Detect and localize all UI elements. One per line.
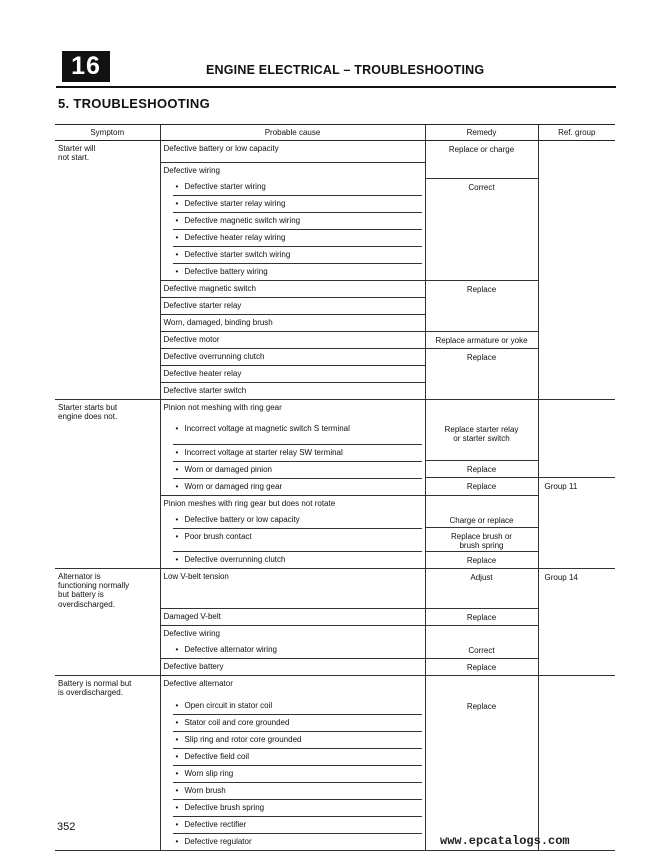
remedy-cell xyxy=(425,263,538,281)
symptom-cell xyxy=(55,263,160,281)
symptom-cell xyxy=(55,698,160,714)
remedy-cell: Replace brush or brush spring xyxy=(425,528,538,551)
cause-cell xyxy=(160,626,425,643)
cause-text: Defective battery or low capacity xyxy=(184,514,300,524)
bullet-icon: • xyxy=(175,481,179,491)
remedy-cell: Replace xyxy=(425,609,538,626)
ref-group-cell xyxy=(538,698,615,714)
cause-text: Incorrect voltage at magnetic switch S terminal xyxy=(184,424,350,434)
table-row xyxy=(55,212,615,229)
table-row xyxy=(55,348,615,365)
symptom-cell xyxy=(55,348,160,365)
symptom-cell xyxy=(55,246,160,263)
remedy-cell: Replace starter relay or starter switch xyxy=(425,421,538,443)
ref-group-cell xyxy=(538,731,615,748)
cause-cell xyxy=(160,816,425,833)
ref-group-cell xyxy=(538,528,615,551)
table-row xyxy=(55,195,615,212)
bullet-icon: • xyxy=(175,717,179,727)
bullet-icon: • xyxy=(175,734,179,744)
ref-group-cell xyxy=(538,195,615,212)
cause-cell xyxy=(160,731,425,748)
table-row xyxy=(55,748,615,765)
table-header-row xyxy=(55,125,615,141)
symptom-cell: Alternator is functioning normally but battery is overdischarged. xyxy=(55,569,160,609)
remedy-cell xyxy=(425,365,538,382)
remedy-cell xyxy=(425,731,538,748)
table-row xyxy=(55,676,615,698)
cause-text: Low V-belt tension xyxy=(163,572,229,581)
cause-text: Poor brush contact xyxy=(184,531,252,541)
ref-group-cell xyxy=(538,229,615,246)
table-row xyxy=(55,714,615,731)
cause-text: Defective heater relay xyxy=(163,368,242,378)
ref-group-cell xyxy=(538,799,615,816)
bullet-icon: • xyxy=(175,751,179,761)
bullet-icon: • xyxy=(175,181,179,191)
ref-group-cell xyxy=(538,816,615,833)
cause-text: Worn or damaged pinion xyxy=(184,464,272,474)
page-number: 352 xyxy=(57,821,76,833)
symptom-cell xyxy=(55,731,160,748)
bullet-icon: • xyxy=(175,819,179,829)
remedy-cell: Correct xyxy=(425,179,538,195)
symptom-cell xyxy=(55,765,160,782)
bullet-icon: • xyxy=(175,645,179,655)
table-row xyxy=(55,512,615,528)
section-title: 5. TROUBLESHOOTING xyxy=(58,96,211,111)
cause-cell xyxy=(160,528,425,551)
cause-cell xyxy=(160,765,425,782)
cause-cell xyxy=(160,799,425,816)
ref-group-cell xyxy=(538,141,615,163)
column-header-ref-group: Ref. group xyxy=(538,125,615,141)
ref-group-cell xyxy=(538,676,615,698)
ref-group-cell xyxy=(538,280,615,297)
table-row xyxy=(55,642,615,659)
table-row xyxy=(55,569,615,609)
bullet-icon: • xyxy=(175,555,179,564)
symptom-cell xyxy=(55,297,160,314)
remedy-cell: Replace xyxy=(425,478,538,496)
cause-text: Defective starter relay wiring xyxy=(184,198,286,208)
cause-cell xyxy=(160,833,425,851)
symptom-cell xyxy=(55,365,160,382)
ref-group-cell xyxy=(538,179,615,195)
symptom-cell xyxy=(55,642,160,659)
symptom-cell: Starter starts but engine does not. xyxy=(55,399,160,421)
table-row xyxy=(55,229,615,246)
bullet-icon: • xyxy=(175,802,179,812)
bullet-icon: • xyxy=(175,198,179,208)
cause-text: Defective magnetic switch xyxy=(163,283,256,293)
cause-text: Defective starter switch xyxy=(163,385,247,395)
cause-cell xyxy=(160,478,425,496)
cause-cell xyxy=(160,263,425,281)
cause-cell xyxy=(160,348,425,365)
remedy-cell: Replace armature or yoke xyxy=(425,331,538,348)
bullet-icon: • xyxy=(175,836,179,846)
bullet-icon: • xyxy=(175,447,179,457)
symptom-cell xyxy=(55,551,160,569)
remedy-cell xyxy=(425,229,538,246)
ref-group-cell xyxy=(538,314,615,331)
cause-cell xyxy=(160,331,425,348)
table-row xyxy=(55,782,615,799)
remedy-cell: Replace xyxy=(425,280,538,297)
cause-text: Defective rectifier xyxy=(184,819,247,829)
bullet-icon: • xyxy=(175,249,179,259)
remedy-cell xyxy=(425,195,538,212)
cause-text: Defective wiring xyxy=(163,629,220,639)
remedy-cell xyxy=(425,765,538,782)
remedy-cell xyxy=(425,495,538,512)
bullet-icon: • xyxy=(175,464,179,474)
ref-group-cell xyxy=(538,331,615,348)
symptom-cell xyxy=(55,212,160,229)
remedy-cell xyxy=(425,748,538,765)
table-row xyxy=(55,421,615,443)
cause-cell xyxy=(160,179,425,195)
table-row xyxy=(55,551,615,569)
ref-group-cell xyxy=(538,162,615,179)
remedy-cell xyxy=(425,297,538,314)
remedy-cell: Replace xyxy=(425,698,538,714)
remedy-cell xyxy=(425,782,538,799)
cause-text: Defective alternator wiring xyxy=(184,645,277,655)
remedy-cell xyxy=(425,246,538,263)
symptom-cell xyxy=(55,478,160,496)
cause-text: Worn, damaged, binding brush xyxy=(163,317,273,327)
bullet-icon: • xyxy=(175,768,179,778)
symptom-cell xyxy=(55,512,160,528)
cause-cell xyxy=(160,698,425,714)
symptom-cell: Starter will not start. xyxy=(55,141,160,163)
table-row xyxy=(55,698,615,714)
ref-group-cell: Group 11 xyxy=(538,478,615,496)
ref-group-cell xyxy=(538,714,615,731)
symptom-cell xyxy=(55,162,160,179)
table-row xyxy=(55,399,615,421)
remedy-cell xyxy=(425,399,538,421)
bullet-icon: • xyxy=(175,232,179,242)
ref-group-cell xyxy=(538,551,615,569)
cause-text: Defective heater relay wiring xyxy=(184,232,286,242)
ref-group-cell xyxy=(538,212,615,229)
cause-text: Defective overrunning clutch xyxy=(184,555,286,564)
ref-group-cell xyxy=(538,246,615,263)
cause-text: Stator coil and core grounded xyxy=(184,717,290,727)
table-row xyxy=(55,731,615,748)
remedy-cell: Replace xyxy=(425,461,538,478)
table-row xyxy=(55,365,615,382)
table-row xyxy=(55,141,615,163)
cause-text: Defective magnetic switch wiring xyxy=(184,215,301,225)
ref-group-cell xyxy=(538,659,615,676)
bullet-icon: • xyxy=(175,266,179,276)
cause-text: Defective overrunning clutch xyxy=(163,351,265,361)
cause-cell xyxy=(160,609,425,626)
symptom-cell xyxy=(55,833,160,851)
table-row xyxy=(55,331,615,348)
ref-group-cell xyxy=(538,297,615,314)
column-header-remedy: Remedy xyxy=(425,125,538,141)
cause-cell xyxy=(160,399,425,421)
table-row xyxy=(55,382,615,399)
cause-cell xyxy=(160,642,425,659)
table-row xyxy=(55,528,615,551)
symptom-cell xyxy=(55,280,160,297)
ref-group-cell xyxy=(538,348,615,365)
cause-text: Pinion meshes with ring gear but does not rotate xyxy=(163,498,336,508)
symptom-cell xyxy=(55,528,160,551)
cause-cell xyxy=(160,246,425,263)
cause-text: Worn brush xyxy=(184,785,226,795)
ref-group-cell xyxy=(538,782,615,799)
bullet-icon: • xyxy=(175,700,179,710)
ref-group-cell xyxy=(538,382,615,399)
cause-text: Pinion not meshing with ring gear xyxy=(163,402,282,412)
cause-text: Defective starter wiring xyxy=(184,181,266,191)
cause-text: Open circuit in stator coil xyxy=(184,700,273,710)
symptom-cell xyxy=(55,714,160,731)
remedy-cell xyxy=(425,162,538,179)
table-row xyxy=(55,765,615,782)
remedy-cell: Replace xyxy=(425,659,538,676)
symptom-cell xyxy=(55,179,160,195)
cause-cell xyxy=(160,748,425,765)
table-row xyxy=(55,314,615,331)
remedy-cell xyxy=(425,799,538,816)
cause-text: Worn or damaged ring gear xyxy=(184,481,283,491)
cause-text: Defective battery or low capacity xyxy=(163,144,279,153)
column-header-probable-cause: Probable cause xyxy=(160,125,425,141)
cause-cell xyxy=(160,495,425,512)
bullet-icon: • xyxy=(175,531,179,541)
cause-text: Defective alternator xyxy=(163,679,233,689)
ref-group-cell xyxy=(538,642,615,659)
symptom-cell xyxy=(55,195,160,212)
cause-cell xyxy=(160,512,425,528)
symptom-cell xyxy=(55,444,160,461)
symptom-cell: Battery is normal but is overdischarged. xyxy=(55,676,160,698)
ref-group-cell xyxy=(538,495,615,512)
cause-cell xyxy=(160,382,425,399)
remedy-cell xyxy=(425,314,538,331)
symptom-cell xyxy=(55,421,160,443)
cause-text: Slip ring and rotor core grounded xyxy=(184,734,302,744)
cause-cell xyxy=(160,229,425,246)
remedy-cell xyxy=(425,444,538,461)
remedy-cell xyxy=(425,212,538,229)
remedy-cell: Adjust xyxy=(425,569,538,609)
symptom-cell xyxy=(55,314,160,331)
remedy-cell: Correct xyxy=(425,642,538,659)
cause-cell xyxy=(160,297,425,314)
table-row xyxy=(55,799,615,816)
cause-cell xyxy=(160,162,425,179)
bullet-icon: • xyxy=(175,424,179,434)
table-row xyxy=(55,495,615,512)
cause-cell xyxy=(160,461,425,478)
remedy-cell: Replace xyxy=(425,348,538,365)
remedy-cell xyxy=(425,816,538,833)
table-row xyxy=(55,297,615,314)
table-row xyxy=(55,478,615,496)
symptom-cell xyxy=(55,229,160,246)
table-row xyxy=(55,444,615,461)
cause-text: Defective starter switch wiring xyxy=(184,249,291,259)
cause-cell xyxy=(160,444,425,461)
ref-group-cell xyxy=(538,365,615,382)
table-row xyxy=(55,609,615,626)
cause-cell xyxy=(160,659,425,676)
cause-text: Defective field coil xyxy=(184,751,249,761)
cause-text: Defective battery xyxy=(163,662,224,672)
symptom-cell xyxy=(55,782,160,799)
ref-group-cell: Group 14 xyxy=(538,569,615,609)
ref-group-cell xyxy=(538,626,615,643)
ref-group-cell xyxy=(538,461,615,478)
ref-group-cell xyxy=(538,263,615,281)
symptom-cell xyxy=(55,748,160,765)
ref-group-cell xyxy=(538,421,615,443)
symptom-cell xyxy=(55,626,160,643)
symptom-cell xyxy=(55,461,160,478)
cause-text: Worn slip ring xyxy=(184,768,234,778)
cause-text: Defective battery wiring xyxy=(184,266,268,276)
ref-group-cell xyxy=(538,765,615,782)
table-row xyxy=(55,626,615,643)
cause-text: Damaged V-belt xyxy=(163,612,221,622)
symptom-cell xyxy=(55,382,160,399)
cause-cell xyxy=(160,551,425,569)
ref-group-cell xyxy=(538,512,615,528)
symptom-cell xyxy=(55,799,160,816)
symptom-cell xyxy=(55,609,160,626)
symptom-cell xyxy=(55,659,160,676)
troubleshooting-table xyxy=(55,124,615,851)
table-row xyxy=(55,280,615,297)
cause-text: Defective wiring xyxy=(163,165,220,175)
cause-cell xyxy=(160,195,425,212)
cause-cell xyxy=(160,782,425,799)
remedy-cell: Replace or charge xyxy=(425,141,538,163)
bullet-icon: • xyxy=(175,785,179,795)
cause-cell xyxy=(160,676,425,698)
cause-cell xyxy=(160,365,425,382)
remedy-cell: Charge or replace xyxy=(425,512,538,528)
ref-group-cell xyxy=(538,748,615,765)
symptom-cell xyxy=(55,495,160,512)
cause-text: Defective brush spring xyxy=(184,802,265,812)
table-row xyxy=(55,246,615,263)
remedy-cell xyxy=(425,626,538,643)
bullet-icon: • xyxy=(175,215,179,225)
cause-cell xyxy=(160,141,425,163)
watermark-text: www.epcatalogs.com xyxy=(440,834,570,848)
cause-text: Defective regulator xyxy=(184,836,252,846)
cause-cell xyxy=(160,314,425,331)
bullet-icon: • xyxy=(175,514,179,524)
ref-group-cell xyxy=(538,399,615,421)
cause-cell xyxy=(160,569,425,609)
table-row xyxy=(55,659,615,676)
chapter-number-badge: 16 xyxy=(62,51,110,82)
table-body xyxy=(55,141,615,851)
table-row xyxy=(55,162,615,179)
column-header-symptom: Symptom xyxy=(55,125,160,141)
page-header-title: ENGINE ELECTRICAL – TROUBLESHOOTING xyxy=(206,63,485,77)
table-row xyxy=(55,461,615,478)
table-row xyxy=(55,263,615,281)
ref-group-cell xyxy=(538,444,615,461)
remedy-cell xyxy=(425,382,538,399)
symptom-cell xyxy=(55,331,160,348)
remedy-cell xyxy=(425,676,538,698)
cause-cell xyxy=(160,280,425,297)
remedy-cell xyxy=(425,714,538,731)
remedy-cell: Replace xyxy=(425,551,538,569)
table-row xyxy=(55,816,615,833)
cause-cell xyxy=(160,212,425,229)
cause-text: Defective motor xyxy=(163,334,220,344)
cause-cell xyxy=(160,421,425,443)
cause-text: Incorrect voltage at starter relay SW terminal xyxy=(184,447,343,457)
header-rule xyxy=(56,86,616,88)
cause-cell xyxy=(160,714,425,731)
ref-group-cell xyxy=(538,609,615,626)
cause-text: Defective starter relay xyxy=(163,300,242,310)
table-row xyxy=(55,179,615,195)
